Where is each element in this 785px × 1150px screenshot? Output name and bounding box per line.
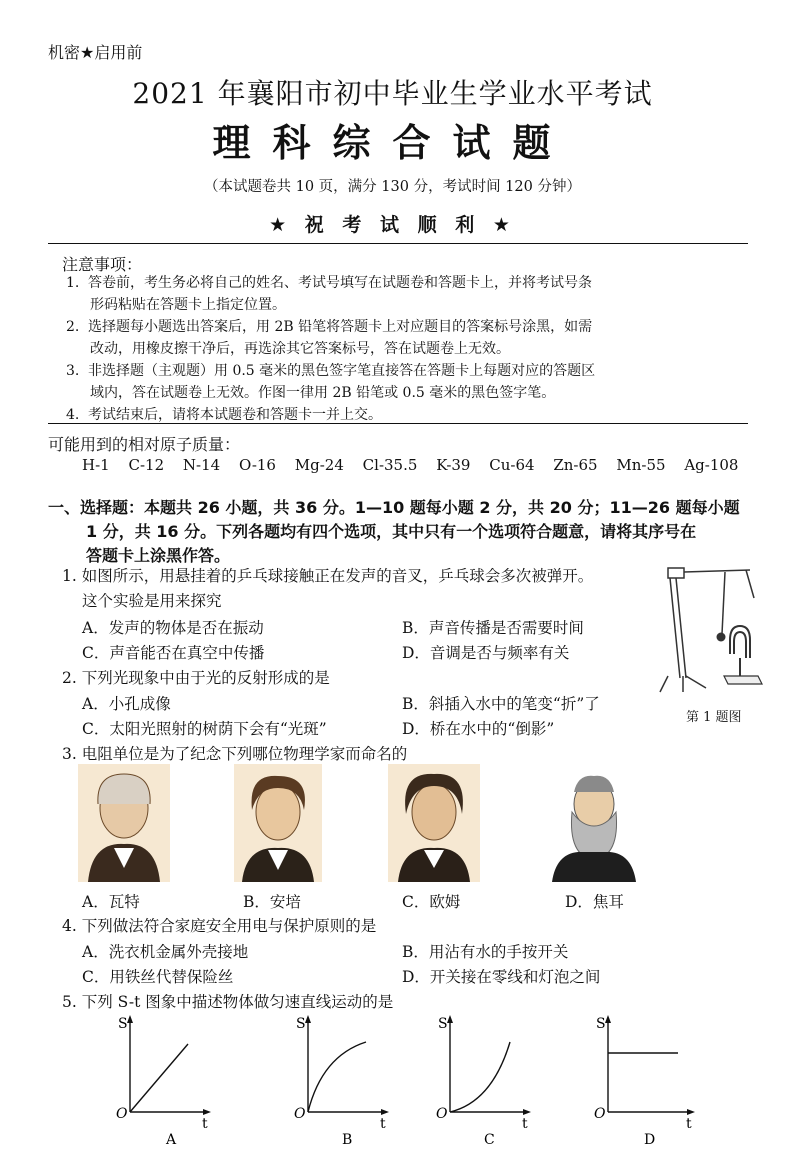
atomic-mass: O-16 xyxy=(238,456,276,474)
portrait-watt xyxy=(78,764,170,882)
axis-t-label: t xyxy=(380,1116,386,1132)
notice-text-cont: 形码粘贴在答题卡上指定位置。 xyxy=(90,297,286,313)
notice-item xyxy=(66,316,742,360)
q3-option-c: C．欧姆 xyxy=(402,893,461,911)
curve-accelerating xyxy=(450,1042,510,1112)
atomic-mass: Mn-55 xyxy=(616,456,666,474)
portrait-ampere xyxy=(234,764,322,882)
q3-option-d: D．焦耳 xyxy=(565,893,624,911)
atomic-mass-heading: 可能用到的相对原子质量： xyxy=(48,435,241,454)
axis-t-label: t xyxy=(202,1116,208,1132)
atomic-mass: N-14 xyxy=(182,456,221,474)
portrait-ohm xyxy=(388,764,480,882)
q4-option-a: A．洗衣机金属外壳接地 xyxy=(82,943,249,961)
divider xyxy=(48,243,748,244)
notice-item xyxy=(66,272,742,316)
notice-text: 选择题每小题选出答案后，用 2B 铅笔将答题卡上对应题目的答案标号涂黑，如需 xyxy=(88,319,593,335)
q2-option-d: D．桥在水中的“倒影” xyxy=(402,720,555,738)
graph-label: C xyxy=(484,1132,495,1148)
q5-stem: 5. 下列 S-t 图象中描述物体做匀速直线运动的是 xyxy=(62,993,394,1011)
q2-option-b: B．斜插入水中的笔变“折”了 xyxy=(402,695,600,713)
exam-info: （本试题卷共 10 页，满分 130 分，考试时间 120 分钟） xyxy=(204,179,581,195)
notice-item xyxy=(66,360,742,404)
atomic-mass: Cu-64 xyxy=(489,456,535,474)
q2-stem: 2. 下列光现象中由于光的反射形成的是 xyxy=(62,669,330,687)
atomic-mass: C-12 xyxy=(128,456,165,474)
q2-option-a: A．小孔成像 xyxy=(82,695,171,713)
q4-option-c: C．用铁丝代替保险丝 xyxy=(82,968,234,986)
notice-heading: 注意事项： xyxy=(62,255,143,274)
axis-s-label: S xyxy=(118,1016,128,1032)
graph-label: B xyxy=(342,1132,353,1148)
atomic-mass: Ag-108 xyxy=(684,456,739,474)
q3-stem: 3. 电阻单位是为了纪念下列哪位物理学家而命名的 xyxy=(62,745,408,763)
q1-option-c: C．声音能否在真空中传播 xyxy=(82,644,265,662)
notice-num: 4. xyxy=(66,407,80,423)
notice-num: 1. xyxy=(66,275,80,291)
origin-label: O xyxy=(294,1106,306,1122)
atomic-mass: K-39 xyxy=(436,456,471,474)
notice-text: 答卷前，考生务必将自己的姓名、考试号填写在试题卷和答题卡上，并将考试号条 xyxy=(88,275,592,291)
q4-stem: 4. 下列做法符合家庭安全用电与保护原则的是 xyxy=(62,917,377,935)
atomic-mass: Cl-35.5 xyxy=(362,456,418,474)
subject-title: 理科综合试题 xyxy=(212,120,573,165)
notice-text: 非选择题（主观题）用 0.5 毫米的黑色签字笔直接答在答题卡上每题对应的答题区 xyxy=(88,363,596,379)
curve-decelerating xyxy=(308,1042,366,1112)
notice-text-cont: 域内，答在试题卷上无效。作图一律用 2B 铅笔或 0.5 毫米的黑色签字笔。 xyxy=(90,385,556,401)
section-line: 一、选择题：本题共 26 小题，共 36 分。1—10 题每小题 2 分，共 20 分；11—26 题每小题 xyxy=(48,498,740,517)
graph-b xyxy=(290,1012,390,1148)
origin-label: O xyxy=(116,1106,128,1122)
graph-d xyxy=(590,1006,700,1148)
confidential-mark: 机密★启用前 xyxy=(48,43,143,62)
q1-figure-caption: 第 1 题图 xyxy=(686,710,742,725)
q1-option-d: D．音调是否与频率有关 xyxy=(402,644,570,662)
notice-list xyxy=(66,272,742,426)
atomic-mass: Mg-24 xyxy=(294,456,344,474)
q4-option-d: D．开关接在零线和灯泡之间 xyxy=(402,968,601,986)
axis-s-label: S xyxy=(296,1016,306,1032)
atomic-mass: H-1 xyxy=(82,456,110,474)
graph-a xyxy=(112,1012,212,1148)
line-uniform xyxy=(130,1044,188,1112)
axis-s-label: S xyxy=(596,1016,606,1032)
q1-stem: 1. 如图所示，用悬挂着的乒乓球接触正在发声的音叉，乒乓球会多次被弹开。 xyxy=(62,567,594,585)
atomic-mass-list xyxy=(82,456,752,474)
axis-t-label: t xyxy=(522,1116,528,1132)
axis-s-label: S xyxy=(438,1016,448,1032)
notice-text: 考试结束后，请将本试题卷和答题卡一并上交。 xyxy=(88,407,382,423)
graph-label: D xyxy=(644,1132,656,1148)
q1-stem-cont: 这个实验是用来探究 xyxy=(82,592,222,610)
q3-option-b: B．安培 xyxy=(243,893,301,911)
graph-label: A xyxy=(166,1132,177,1148)
axis-t-label: t xyxy=(686,1116,692,1132)
notice-text-cont: 改动，用橡皮擦干净后，再选涂其它答案标号，答在试题卷上无效。 xyxy=(90,341,510,357)
exam-title: 2021 年襄阳市初中毕业生学业水平考试 xyxy=(132,77,653,110)
q2-option-c: C．太阳光照射的树荫下会有“光斑” xyxy=(82,720,327,738)
origin-label: O xyxy=(436,1106,448,1122)
divider xyxy=(48,423,748,424)
q1-option-b: B．声音传播是否需要时间 xyxy=(402,619,584,637)
q3-option-a: A．瓦特 xyxy=(82,893,140,911)
section-line: 1 分，共 16 分。下列各题均有四个选项，其中只有一个选项符合题意，请将其序号在 xyxy=(86,522,697,541)
atomic-mass: Zn-65 xyxy=(553,456,598,474)
portrait-joule xyxy=(548,764,640,882)
notice-num: 2. xyxy=(66,319,80,335)
q4-option-b: B．用沾有水的手按开关 xyxy=(402,943,569,961)
notice-num: 3. xyxy=(66,363,80,379)
section-line: 答题卡上涂黑作答。 xyxy=(86,546,231,565)
tuning-fork-figure xyxy=(650,558,770,698)
graph-c xyxy=(432,1012,532,1148)
section-heading xyxy=(48,496,753,568)
good-luck-banner: ★ 祝 考 试 顺 利 ★ xyxy=(269,214,516,236)
origin-label: O xyxy=(594,1106,606,1122)
q1-option-a: A．发声的物体是否在振动 xyxy=(82,619,264,637)
